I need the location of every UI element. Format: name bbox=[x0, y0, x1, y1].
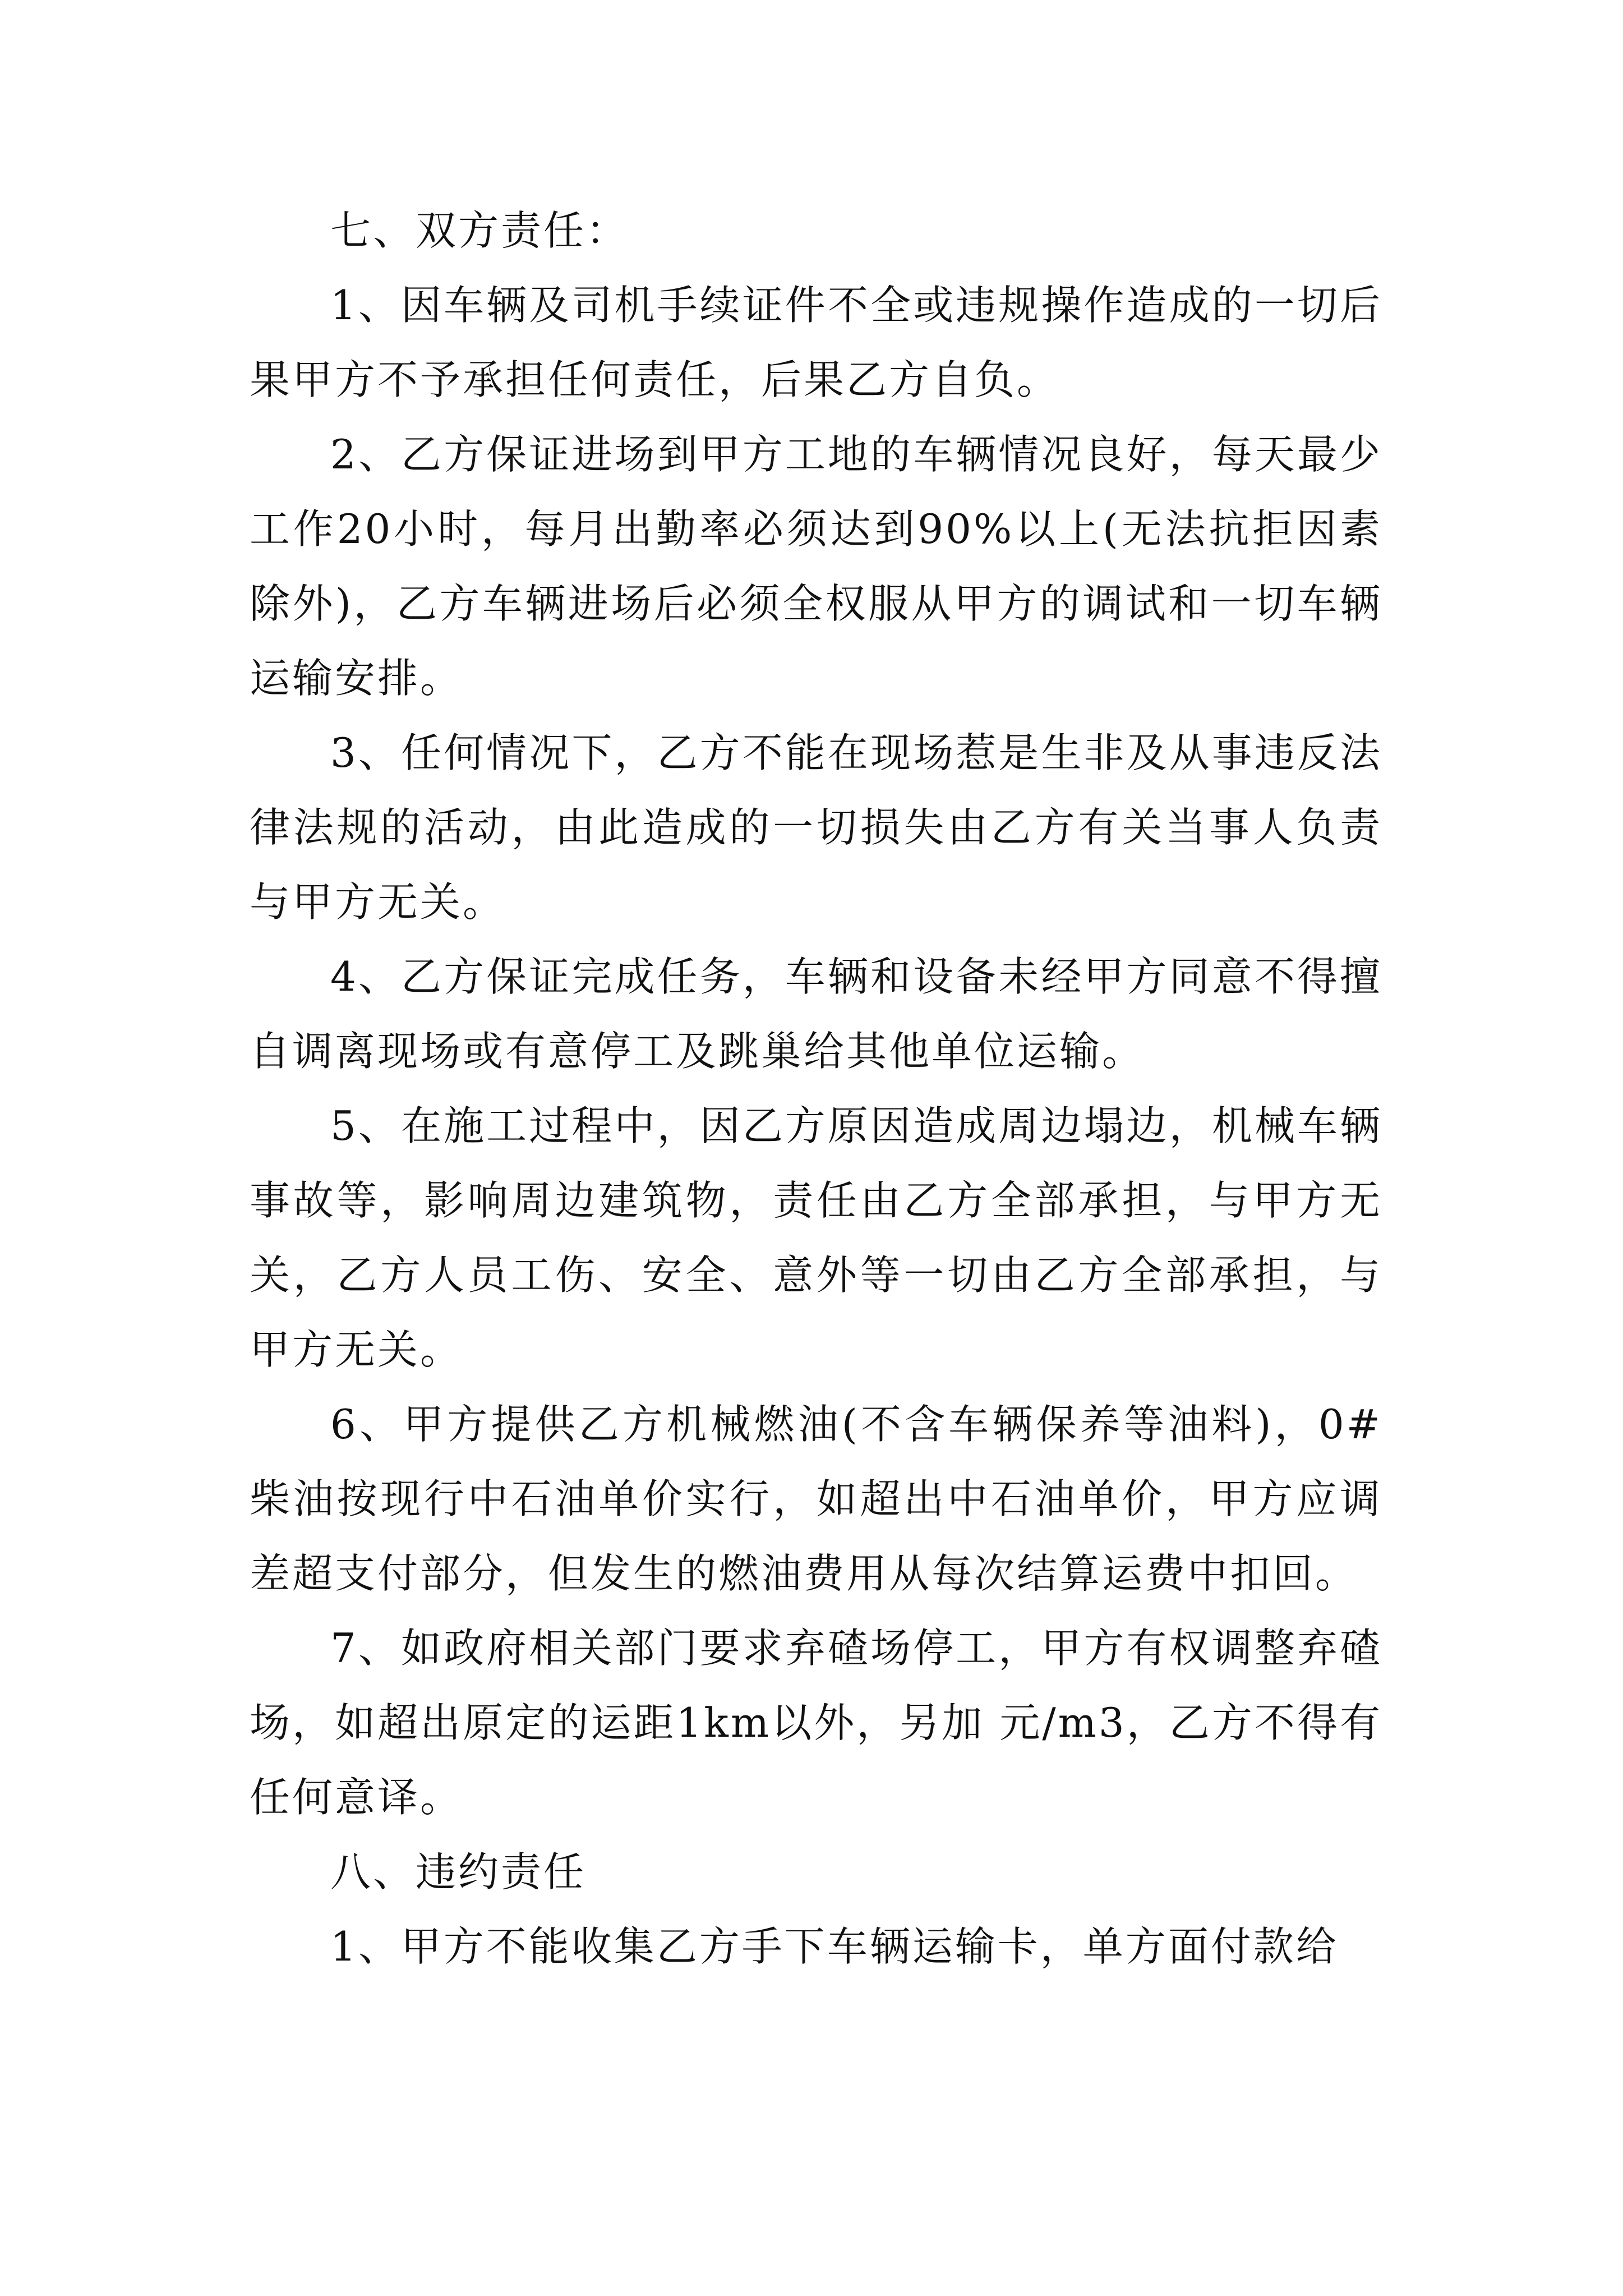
section-heading-7: 七、双方责任： bbox=[330, 207, 629, 254]
clause-7-5: 5、在施工过程中，因乙方原因造成周边塌边，机械车辆事故等，影响周边建筑物，责任由乙方全部承担，与甲方无关，乙方人员工伤、安全、意外等一切由乙方全部承担，与甲方无关。 bbox=[250, 1102, 1382, 1373]
section-heading-8: 八、违约责任 bbox=[330, 1848, 587, 1895]
clause-7-4: 4、乙方保证完成任务，车辆和设备未经甲方同意不得擅自调离现场或有意停工及跳巢给其他单位运输。 bbox=[250, 953, 1382, 1075]
clause-7-7: 7、如政府相关部门要求弃碴场停工，甲方有权调整弃碴场，如超出原定的运距1km以外，另加 元/m3，乙方不得有任何意译。 bbox=[250, 1625, 1382, 1821]
clause-7-1: 1、因车辆及司机手续证件不全或违规操作造成的一切后果甲方不予承担任何责任，后果乙方自负。 bbox=[250, 282, 1382, 403]
clause-8-1: 1、甲方不能收集乙方手下车辆运输卡，单方面付款给 bbox=[330, 1923, 1339, 1970]
document-body bbox=[250, 194, 1382, 1984]
clause-7-3: 3、任何情况下，乙方不能在现场惹是生非及从事违反法律法规的活动，由此造成的一切损失由乙方有关当事人负责与甲方无关。 bbox=[250, 729, 1382, 926]
clause-7-2: 2、乙方保证进场到甲方工地的车辆情况良好，每天最少工作20小时，每月出勤率必须达到90%以上(无法抗拒因素除外)，乙方车辆进场后必须全权服从甲方的调试和一切车辆运输安排。 bbox=[250, 431, 1382, 702]
clause-7-6: 6、甲方提供乙方机械燃油(不含车辆保养等油料)，0#柴油按现行中石油单价实行，如超出中石油单价，甲方应调差超支付部分，但发生的燃油费用从每次结算运费中扣回。 bbox=[250, 1401, 1382, 1597]
